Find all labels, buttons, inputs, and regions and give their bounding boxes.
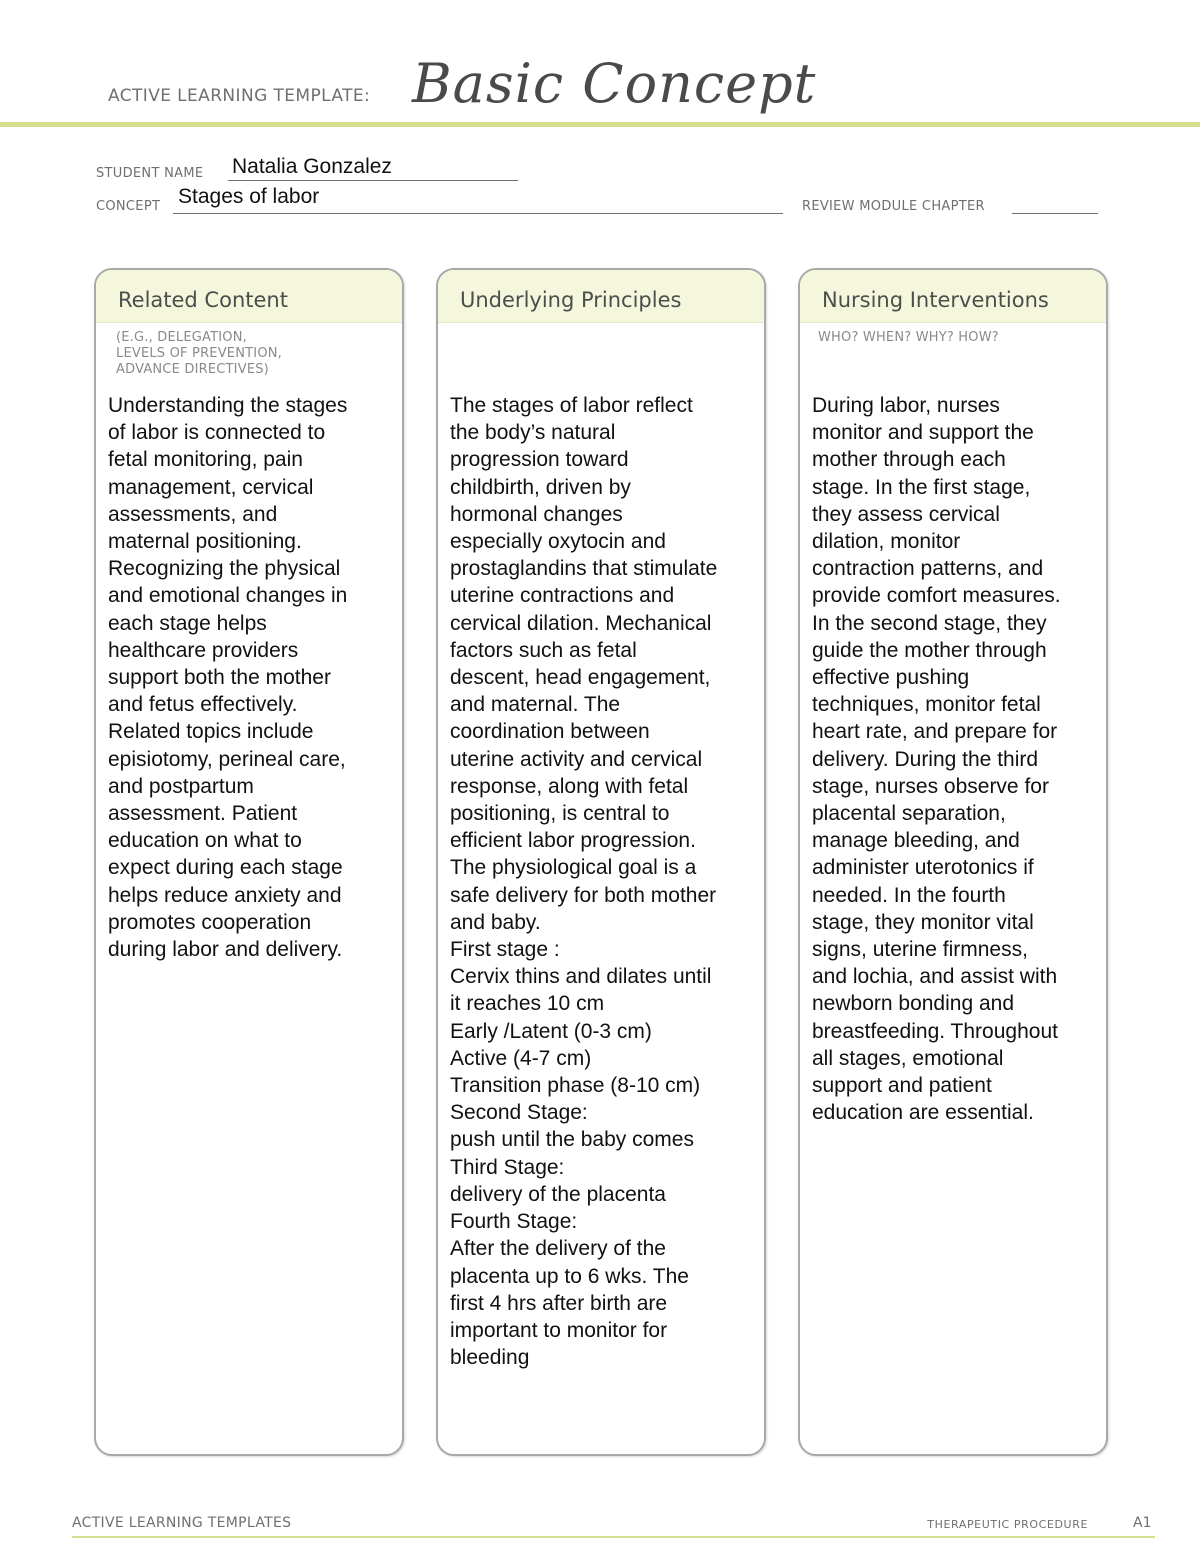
review-module-label: REVIEW MODULE CHAPTER	[802, 199, 985, 214]
text-line: of labor is connected to	[108, 421, 326, 445]
text-line: assessment. Patient	[108, 802, 298, 826]
text-line: manage bleeding, and	[812, 829, 1020, 853]
text-line: Early /Latent (0-3 cm)	[450, 1019, 652, 1043]
text-line: prostaglandins that stimulate	[450, 557, 718, 581]
text-line: uterine contractions and	[450, 584, 675, 608]
text-line: needed. In the fourth	[812, 883, 1006, 907]
text-line: promotes cooperation	[108, 910, 312, 934]
text-line: helps reduce anxiety and	[108, 883, 342, 907]
text-line: Related topics include	[108, 720, 314, 744]
text-line: support both the mother	[108, 666, 331, 690]
concept-label: CONCEPT	[96, 199, 161, 214]
text-line: First stage :	[450, 938, 560, 962]
nursing-interventions-text	[812, 392, 1061, 1126]
text-line: factors such as fetal	[450, 638, 637, 662]
nursing-interventions-card	[798, 268, 1108, 1456]
text-line: episiotomy, perineal care,	[108, 747, 346, 771]
text-line: bleeding	[450, 1346, 530, 1370]
header-rule	[0, 122, 1200, 127]
student-name-line	[228, 180, 518, 181]
related-content-text	[108, 392, 347, 963]
text-line: coordination between	[450, 720, 650, 744]
text-line: Fourth Stage:	[450, 1210, 578, 1234]
related-content-title: Related Content	[118, 288, 288, 312]
text-line: Second Stage:	[450, 1101, 588, 1125]
text-line: placental separation,	[812, 802, 1006, 826]
text-line: and maternal. The	[450, 693, 621, 717]
footer-page-number: A1	[1133, 1515, 1152, 1531]
text-line: management, cervical	[108, 475, 314, 499]
text-line: stage, they monitor vital	[812, 910, 1034, 934]
text-line: education on what to	[108, 829, 302, 853]
footer-right-label: THERAPEUTIC PROCEDURE	[927, 1518, 1088, 1531]
related-content-card	[94, 268, 404, 1456]
text-line: dilation, monitor	[812, 530, 961, 554]
text-line: and postpartum	[108, 774, 254, 798]
nursing-interventions-subtitle	[818, 330, 999, 346]
text-line: each stage helps	[108, 611, 267, 635]
text-line: response, along with fetal	[450, 774, 689, 798]
student-name-label: STUDENT NAME	[96, 166, 204, 181]
text-line: contraction patterns, and	[812, 557, 1044, 581]
related-content-subtitle	[116, 330, 282, 378]
text-line: education are essential.	[812, 1101, 1034, 1125]
text-line: safe delivery for both mother	[450, 883, 717, 907]
concept-value[interactable]: Stages of labor	[178, 185, 320, 208]
text-line: Third Stage:	[450, 1155, 565, 1179]
text-line: childbirth, driven by	[450, 475, 631, 499]
text-line: Cervix thins and dilates until	[450, 965, 712, 989]
text-line: it reaches 10 cm	[450, 992, 605, 1016]
text-line: and fetus effectively.	[108, 693, 298, 717]
text-line: descent, head engagement,	[450, 666, 711, 690]
subtitle-line: LEVELS OF PREVENTION,	[116, 346, 283, 361]
text-line: techniques, monitor fetal	[812, 693, 1041, 717]
text-line: they assess cervical	[812, 502, 1000, 526]
underlying-principles-card	[436, 268, 766, 1456]
text-line: cervical dilation. Mechanical	[450, 611, 712, 635]
text-line: stage. In the first stage,	[812, 475, 1031, 499]
text-line: After the delivery of the	[450, 1237, 666, 1261]
text-line: heart rate, and prepare for	[812, 720, 1058, 744]
text-line: positioning, is central to	[450, 802, 670, 826]
text-line: fetal monitoring, pain	[108, 448, 303, 472]
nursing-interventions-title: Nursing Interventions	[822, 288, 1049, 312]
student-name-value[interactable]: Natalia Gonzalez	[232, 155, 392, 178]
text-line: all stages, emotional	[812, 1046, 1004, 1070]
text-line: stage, nurses observe for	[812, 774, 1049, 798]
text-line: signs, uterine firmness,	[812, 938, 1028, 962]
text-line: and baby.	[450, 910, 541, 934]
text-line: progression toward	[450, 448, 629, 472]
text-line: effective pushing	[812, 666, 970, 690]
text-line: especially oxytocin and	[450, 530, 666, 554]
template-label: ACTIVE LEARNING TEMPLATE:	[108, 86, 371, 106]
text-line: mother through each	[812, 448, 1006, 472]
text-line: delivery of the placenta	[450, 1182, 666, 1206]
text-line: hormonal changes	[450, 502, 623, 526]
review-module-line[interactable]	[1012, 213, 1098, 214]
text-line: expect during each stage	[108, 856, 343, 880]
footer-rule	[72, 1536, 1155, 1538]
text-line: assessments, and	[108, 502, 278, 526]
text-line: The physiological goal is a	[450, 856, 697, 880]
text-line: Recognizing the physical	[108, 557, 341, 581]
footer-left-label: ACTIVE LEARNING TEMPLATES	[72, 1515, 292, 1531]
text-line: The stages of labor reflect	[450, 394, 693, 417]
text-line: maternal positioning.	[108, 530, 302, 554]
concept-line	[173, 213, 783, 214]
underlying-principles-text	[450, 392, 717, 1371]
text-line: first 4 hrs after birth are	[450, 1291, 668, 1315]
underlying-principles-title: Underlying Principles	[460, 288, 682, 312]
text-line: In the second stage, they	[812, 611, 1047, 635]
text-line: During labor, nurses	[812, 394, 1000, 417]
subtitle-line: (E.G., DELEGATION,	[116, 330, 247, 345]
text-line: guide the mother through	[812, 638, 1047, 662]
text-line: administer uterotonics if	[812, 856, 1034, 880]
text-line: Understanding the stages	[108, 394, 348, 417]
text-line: Active (4-7 cm)	[450, 1046, 592, 1070]
text-line: Transition phase (8-10 cm)	[450, 1074, 701, 1098]
text-line: placenta up to 6 wks. The	[450, 1264, 689, 1288]
text-line: delivery. During the third	[812, 747, 1039, 771]
text-line: monitor and support the	[812, 421, 1034, 445]
text-line: during labor and delivery.	[108, 938, 343, 962]
subtitle-line: WHO? WHEN? WHY? HOW?	[818, 330, 999, 345]
text-line: breastfeeding. Throughout	[812, 1019, 1058, 1043]
text-line: efficient labor progression.	[450, 829, 696, 853]
text-line: newborn bonding and	[812, 992, 1015, 1016]
subtitle-line: ADVANCE DIRECTIVES)	[116, 362, 269, 377]
template-title: Basic Concept	[412, 52, 817, 115]
text-line: uterine activity and cervical	[450, 747, 703, 771]
text-line: and lochia, and assist with	[812, 965, 1058, 989]
text-line: important to monitor for	[450, 1318, 668, 1342]
text-line: support and patient	[812, 1074, 992, 1098]
text-line: and emotional changes in	[108, 584, 348, 608]
text-line: healthcare providers	[108, 638, 299, 662]
text-line: the body’s natural	[450, 421, 616, 445]
text-line: provide comfort measures.	[812, 584, 1061, 608]
text-line: push until the baby comes	[450, 1128, 694, 1152]
